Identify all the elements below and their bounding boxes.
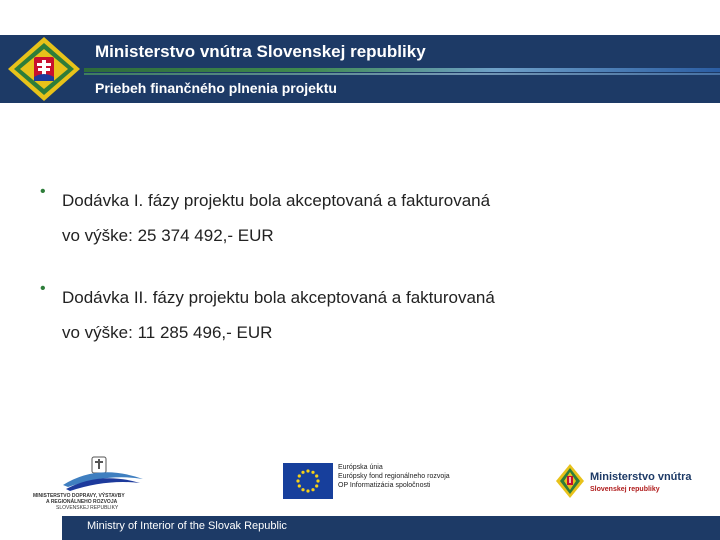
eu-caption: [338, 463, 458, 490]
bullet-icon: •: [40, 280, 46, 297]
bullet-line-2: vo výške: 11 285 496,- EUR: [62, 323, 273, 342]
footer-text: Ministry of Interior of the Slovak Republic: [87, 520, 287, 532]
eu-line-2: Európsky fond regionálneho rozvoja: [338, 473, 450, 480]
ministry-transport-logo: [28, 455, 158, 511]
header-subtitle: Priebeh finančného plnenia projektu: [95, 80, 337, 96]
mvsr-title: Ministerstvo vnútra: [590, 471, 692, 483]
eu-line-1: Európska únia: [338, 464, 383, 471]
bullet-text: [62, 280, 495, 350]
header-title: Ministerstvo vnútra Slovenskej republiky: [95, 42, 426, 61]
eu-line-3: OP Informatizácia spoločnosti: [338, 482, 431, 489]
footer-bar: [62, 516, 720, 540]
bullet-icon: •: [40, 183, 46, 200]
transport-line-1: MINISTERSTVO DOPRAVY, VÝSTAVBY: [33, 493, 125, 499]
bullet-line-2: vo výške: 25 374 492,- EUR: [62, 226, 274, 245]
eu-flag-icon: [283, 463, 333, 499]
bullet-line-1: Dodávka II. fázy projektu bola akceptovaná a fakturovaná: [62, 288, 495, 307]
header-stripe-secondary: [80, 73, 720, 75]
bullet-text: [62, 183, 490, 253]
ministry-interior-logo-icon: [556, 464, 584, 498]
transport-line-2: A REGIONÁLNEHO ROZVOJA: [46, 499, 118, 505]
transport-line-3: SLOVENSKEJ REPUBLIKY: [56, 505, 119, 511]
ministry-crest-icon: [4, 35, 84, 103]
bullet-line-1: Dodávka I. fázy projektu bola akceptovaná a fakturovaná: [62, 191, 491, 210]
mvsr-subtitle: Slovenskej republiky: [590, 486, 660, 493]
header-stripe: [80, 68, 720, 72]
header-bar: [0, 35, 720, 103]
